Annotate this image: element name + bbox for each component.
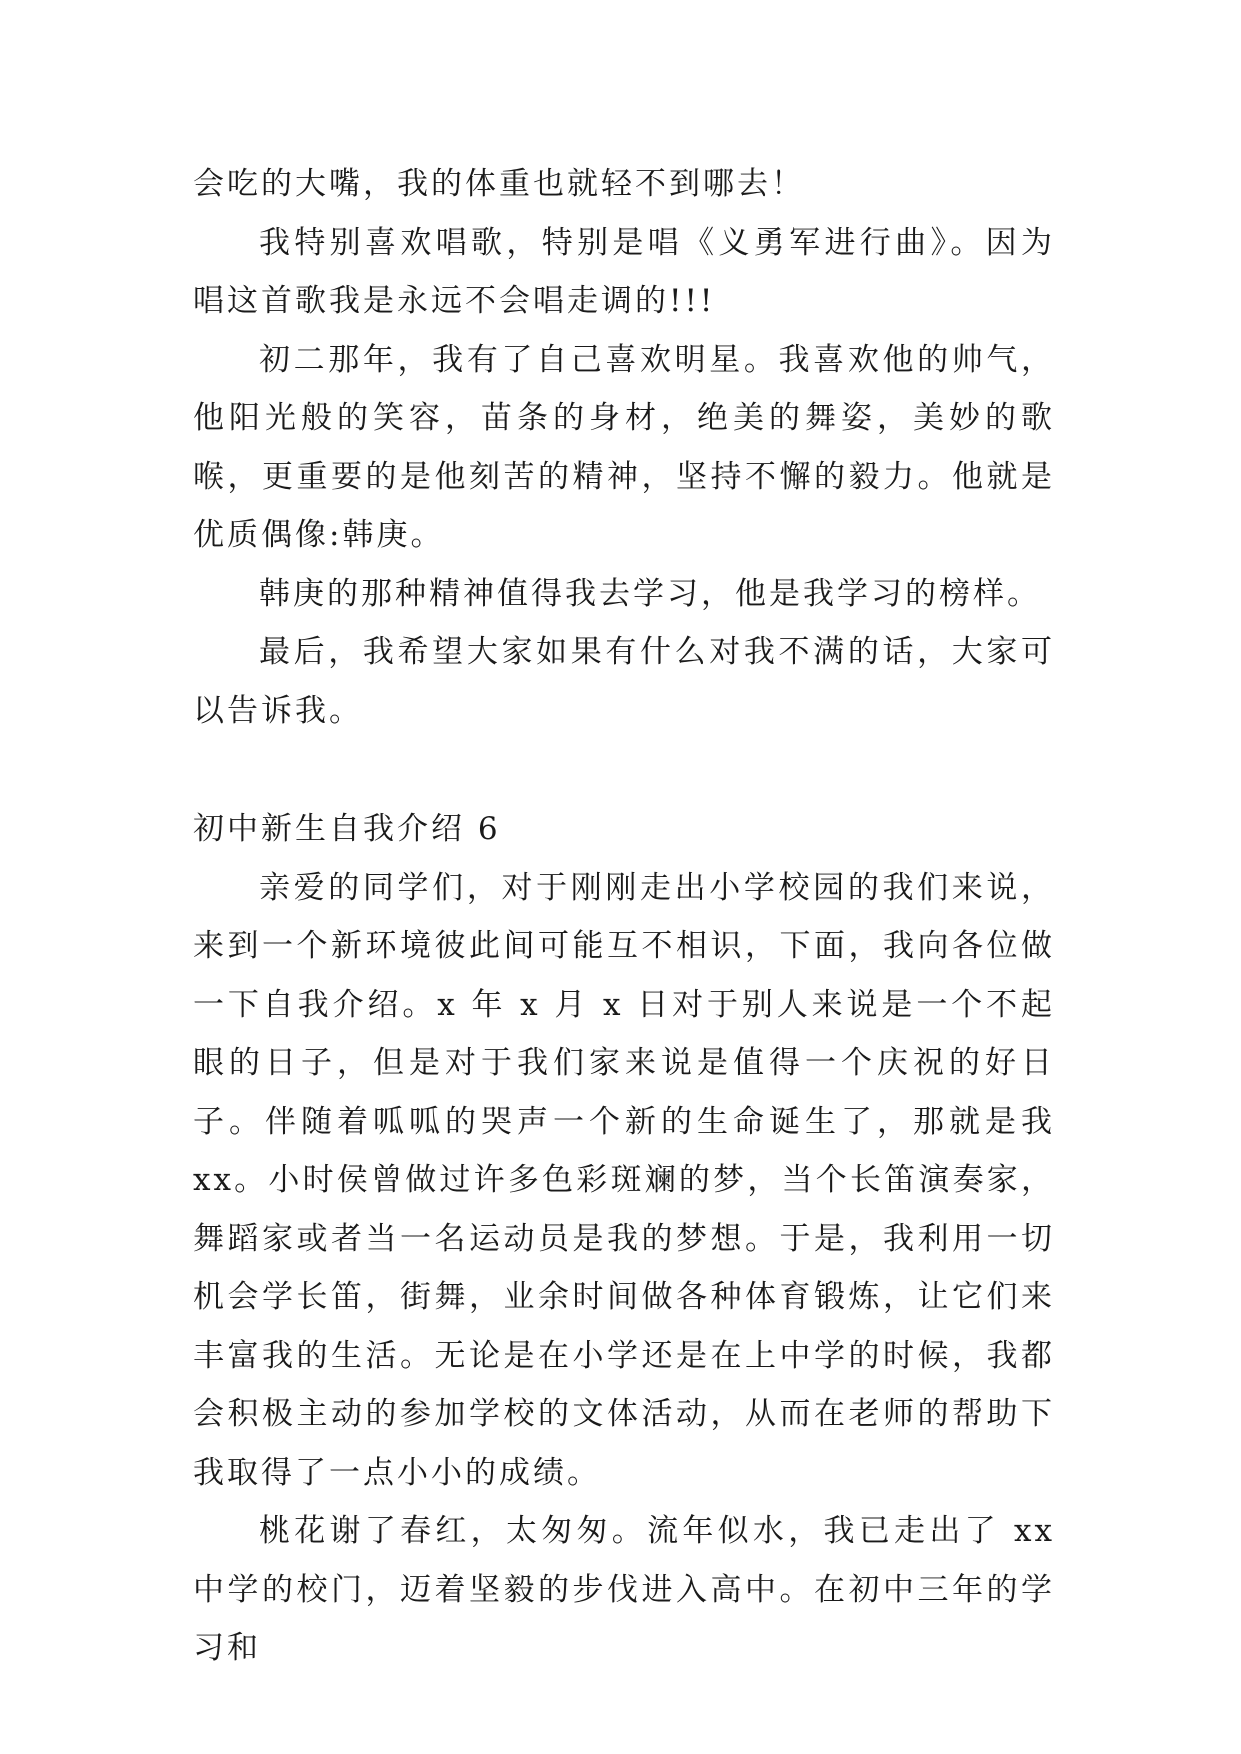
paragraph-idol: 初二那年，我有了自己喜欢明星。我喜欢他的帅气，他阳光般的笑容，苗条的身材，绝美的舞姿，美妙的歌喉，更重要的是他刻苦的精神，坚持不懈的毅力。他就是优质偶像:韩庚。	[193, 341, 1055, 553]
paragraph-singing: 我特别喜欢唱歌，特别是唱《义勇军进行曲》。因为唱这首歌我是永远不会唱走调的!!!	[193, 224, 1055, 319]
paragraph-closing: 最后，我希望大家如果有什么对我不满的话，大家可以告诉我。	[193, 634, 1055, 729]
document-page	[193, 155, 1055, 1678]
paragraph-self-intro: 亲爱的同学们，对于刚刚走出小学校园的我们来说，来到一个新环境彼此间可能互不相识，下面，我向各位做一下自我介绍。x 年 x 月 x 日对于别人来说是一个不起眼的日子，但是对于我们家来说是值得一个庆祝的好日子。伴随着呱呱的哭声一个新的生命诞生了，那就是我 xx。小时侯曾做过许多色彩斑斓的梦，当个长笛演奏家，舞蹈家或者当一名运动员是我的梦想。于是，我利用一切机会学长笛，街舞，业余时间做各种体育锻炼，让它们来丰富我的生活。无论是在小学还是在上中学的时候，我都会积极主动的参加学校的文体活动，从而在老师的帮助下我取得了一点小小的成绩。	[193, 869, 1055, 1491]
paragraph-high-school: 桃花谢了春红，太匆匆。流年似水，我已走出了 xx 中学的校门，迈着坚毅的步伐进入高中。在初中三年的学习和	[193, 1513, 1055, 1666]
paragraph-continued: 会吃的大嘴，我的体重也就轻不到哪去！	[193, 166, 805, 202]
section-title: 初中新生自我介绍 6	[193, 811, 501, 847]
paragraph-role-model: 韩庚的那种精神值得我去学习，他是我学习的榜样。	[259, 575, 1041, 612]
